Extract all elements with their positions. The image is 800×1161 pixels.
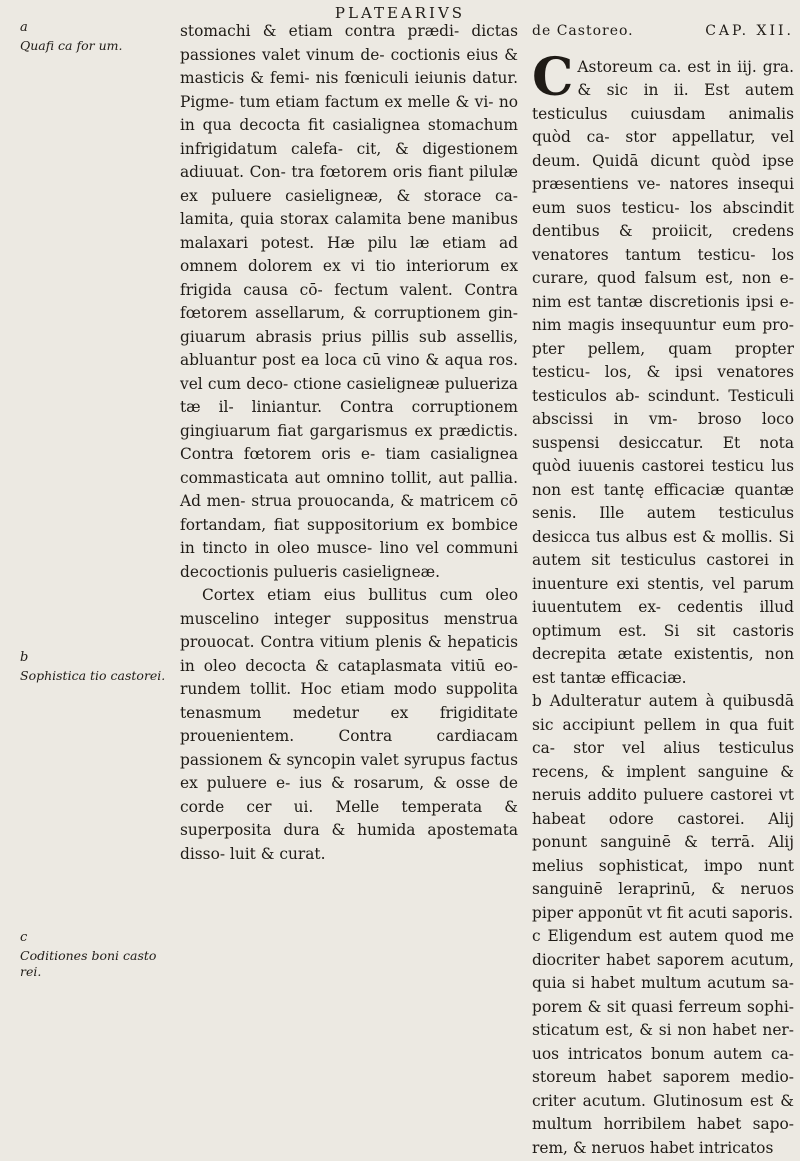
- margin-note-text: Sophistica tio castorei.: [20, 668, 166, 683]
- right-paragraph-2: b Adulteratur autem à quibusdā sic accipiunt pellem in qua fuit ca- stor vel alius testiculus recens, & implent sanguine & neruis addito puluere castorei vt habeat odore castorei. Alij ponunt sanguinē & terrā. Alij melius sophisticat, impo nunt sanguinē leraprinū, & neruos piper apponūt vt fit acuti saporis.: [532, 692, 794, 922]
- right-column-header: [532, 20, 794, 44]
- left-paragraph-1: stomachi & etiam contra prædi- dictas passiones valet vinum de- coctionis eius & masticis & femi- nis fœniculi ieiunis datur. Pigme- tum etiam factum ex melle & vi- no in qua decocta fit casialignea stomachum infrigidatum calefa- cit, & digestionem adiuuat. Con- tra fœtorem oris fiant pilulæ ex puluere casieligneæ, & storace ca- lamita, quia storax calamita bene manibus malaxari potest. Hæ pilu læ etiam ad omnem dolorem ex vi tio interiorum ex frigida causa cō- fectum valent. Contra fœtorem assellarum, & corruptionem gin- giuarum abrasis prius pillis sub assellis, abluantur post ea loca cū vino & aqua ros. vel cum deco- ctione casieligneæ pulueriza tæ il- liniantur. Contra corruptionem gingiuarum fiat gargarismus ex prædictis. Contra fœtorem oris e- tiam casialignea commasticata aut omnino tollit, aut pallia. Ad men- strua prouocanda, & matricem cō fortandam, fiat suppositorium ex bombice in tincto in oleo musce- lino vel communi decoctionis pulueris casieligneæ.: [180, 22, 518, 581]
- margin-note-text: Coditiones boni casto rei.: [20, 948, 157, 979]
- margin-note-a: [20, 20, 170, 54]
- chapter-number: CAP. XII.: [705, 23, 794, 39]
- margin-note-key: a: [20, 20, 28, 35]
- right-paragraph-1-text: Astoreum ca. est in iij. gra. & sic in ii. Est autem testiculus cuiusdam animalis quòd ca- stor appellatur, vel deum. Quidā dicunt quòd ipse præsentiens ve- natores insequi eum suos testicu- los abscindit dentibus & proiicit, credens venatores tantum testicu- los curare, quod falsum est, non e- nim est tantæ discretionis ipsi e- nim magis insequuntur eum pro- pter pellem, quam propter testicu- los, & ipsi venatores testiculos ab- scindunt. Testiculi abscissi in vm- broso loco suspensi desiccatur. Et nota quòd iuuenis castorei testicu lus non est tantę efficaciæ quantæ senis. Ille autem testiculus desicca tus albus est & mollis. Si autem sit testiculus castorei in inuenture exi stentis, vel parum iuuentutem ex- cedentis illud optimum est. Si sit castoris decrepita ætate existentis, non est tantæ efficaciæ.: [532, 57, 794, 687]
- margin-note-b: [20, 650, 170, 684]
- margin-notes: [0, 0, 178, 1161]
- right-column: [532, 20, 794, 1160]
- margin-note-c: [20, 930, 170, 980]
- margin-note-text: Quafi ca for um.: [20, 38, 123, 53]
- right-paragraph-3: c Eligendum est autem quod me diocriter habet saporem acutum, quia si habet multum acutum sa- porem & sit quasi ferreum sophi- sticatum est, & si non habet ner- uos intricatos bonum autem ca- storeum habet saporem medio- criter acutum. Glutinosum est & multum horribilem habet sapo- rem, & neruos habet intricatos: [532, 927, 794, 1157]
- left-paragraph-2: Cortex etiam eius bullitus cum oleo muscelino integer suppositus menstrua prouocat. Contra vitium plenis & hepaticis in oleo decocta & cataplasmata vitiū eo- rundem tollit. Hoc etiam modo suppolita tenasmum medetur ex frigiditate prouenientem. Contra cardiacam passionem & syncopin valet syrupus factus ex puluere e- ius & rosarum, & osse de corde cer ui. Melle temperata & superposita dura & humida apostemata disso- luit & curat.: [180, 586, 518, 863]
- margin-note-key: c: [20, 930, 28, 945]
- drop-cap: C: [532, 46, 574, 108]
- margin-note-key: b: [20, 650, 29, 665]
- left-column: [180, 20, 518, 866]
- running-head: PLATEARIVS: [334, 4, 466, 22]
- section-title: de Castoreo.: [532, 23, 634, 39]
- right-paragraph-1: [532, 46, 794, 691]
